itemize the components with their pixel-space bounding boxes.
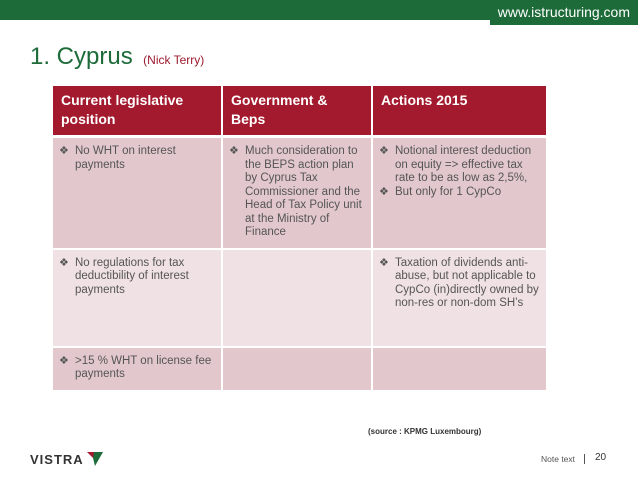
bullet-text: Notional interest deduction on equity => effective tax rate to be as low as 2,5%, — [395, 145, 532, 184]
header-actions-2015: Actions 2015 — [372, 86, 546, 137]
bullet-text: Taxation of dividends anti-abuse, but not applicable to CypCo (in)directly owned by non-res or non-dom SH’s — [395, 256, 539, 309]
table-row — [53, 249, 546, 347]
vistra-v-mark-icon — [87, 452, 103, 466]
bullet-text: Much consideration to the BEPS action plan by Cyprus Tax Commissioner and the Head of Tax Policy unit at the Ministry of Finance — [245, 145, 362, 238]
bullet-item — [379, 145, 540, 186]
diamond-bullet-icon: ❖ — [59, 256, 69, 269]
bullet-item — [59, 257, 215, 298]
table-row — [53, 137, 546, 249]
table-cell-empty — [372, 347, 546, 391]
table-cell — [222, 137, 372, 249]
bullet-item — [59, 355, 215, 382]
title-author: (Nick Terry) — [143, 53, 205, 67]
header-government-beps: Government & Beps — [222, 86, 372, 137]
table-header-row — [53, 86, 546, 137]
footer-divider — [584, 454, 585, 464]
table-cell — [372, 249, 546, 347]
diamond-bullet-icon: ❖ — [59, 354, 69, 367]
header-current-position: Current legislative position — [53, 86, 222, 137]
table-row — [53, 347, 546, 391]
source-note: (source : KPMG Luxembourg) — [368, 427, 482, 436]
bullet-text: No WHT on interest payments — [75, 145, 176, 171]
bullet-text: No regulations for tax deductibility of interest payments — [75, 256, 189, 296]
slide-title — [30, 43, 204, 71]
bullet-item — [229, 145, 365, 240]
page-number: 20 — [595, 452, 607, 463]
bullet-text: But only for 1 CypCo — [395, 185, 502, 198]
bullet-text: >15 % WHT on license fee payments — [75, 354, 212, 380]
diamond-bullet-icon: ❖ — [379, 185, 389, 198]
site-url-link[interactable]: www.istructuring.com — [490, 0, 638, 25]
diamond-bullet-icon: ❖ — [379, 256, 389, 269]
title-main: 1. Cyprus — [30, 43, 133, 70]
bullet-item — [379, 257, 540, 311]
logo-text: VISTRA — [30, 451, 84, 467]
comparison-table — [53, 86, 546, 392]
table-cell — [53, 249, 222, 347]
diamond-bullet-icon: ❖ — [59, 145, 69, 157]
vistra-logo — [30, 449, 103, 469]
table-cell — [53, 137, 222, 249]
diamond-bullet-icon: ❖ — [229, 145, 239, 157]
bullet-item — [379, 186, 540, 200]
bullet-item — [59, 145, 215, 172]
table-cell-empty — [222, 347, 372, 391]
table-cell-empty — [222, 249, 372, 347]
footer-note: Note text — [541, 454, 576, 464]
diamond-bullet-icon: ❖ — [379, 145, 389, 157]
table-cell — [372, 137, 546, 249]
table-cell — [53, 347, 222, 391]
